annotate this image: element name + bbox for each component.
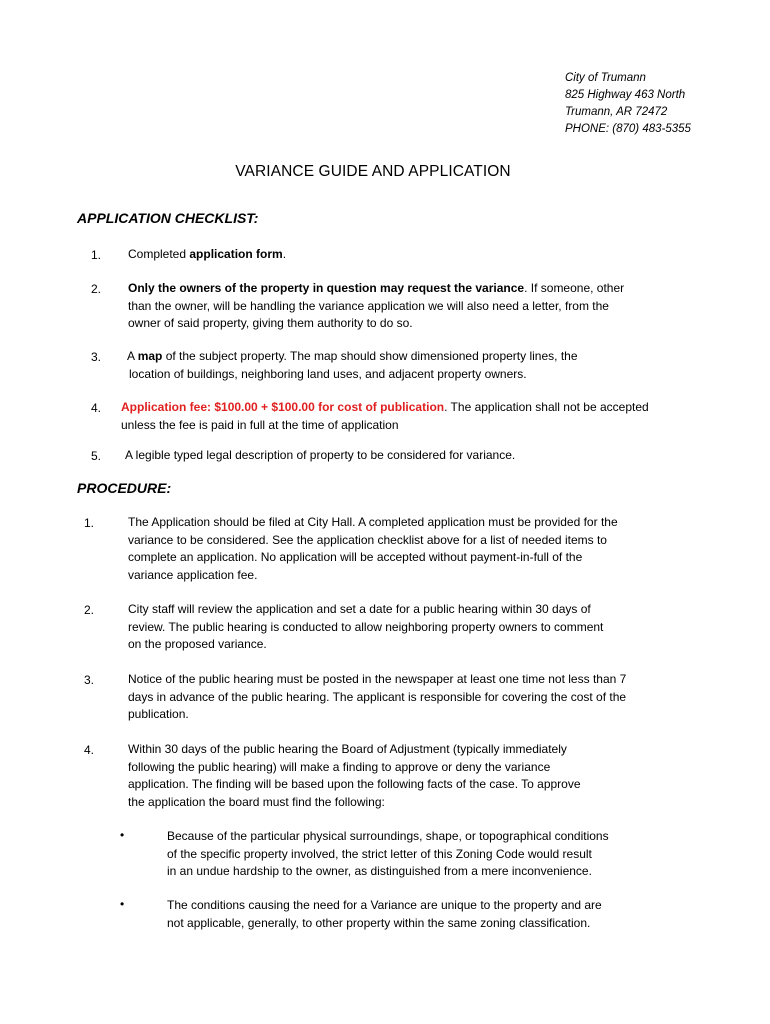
procedure-item-4: Within 30 days of the public hearing the Board of Adjustment (typically immediately following the public hearing) will make a finding to approve or deny the variance application. The finding will be based upon the following facts of the case. To approve the application the board must find the following: — [128, 742, 581, 809]
procedure-item-3: Notice of the public hearing must be posted in the newspaper at least one time not less than 7 days in advance of the public hearing. The applicant is responsible for covering the cost of the publication. — [128, 672, 627, 721]
checklist-item-2: Only the owners of the property in question may request the variance. If someone, other than the owner, will be handling the variance application we will also need a letter, from the owner of said property, giving them authority to do so. — [128, 281, 625, 330]
procedure-number-1: 1. — [84, 516, 95, 530]
procedure-number-4: 4. — [84, 743, 95, 757]
address-phone: PHONE: (870) 483-5355 — [565, 123, 691, 135]
checklist-item-4: Application fee: $100.00 + $100.00 for cost of publication. The application shall not be accepted unless the fee is paid in full at the time of application — [121, 400, 649, 432]
procedure-bullet-1: Because of the particular physical surroundings, shape, or topographical conditions of the specific property involved, the strict letter of this Zoning Code would result in an undue hardship to the owner, as distinguished from a mere inconvenience. — [167, 829, 609, 878]
checklist-number-1: 1. — [91, 248, 102, 262]
bullet-icon: • — [120, 828, 125, 842]
checklist-item-5: A legible typed legal description of property to be considered for variance. — [125, 448, 516, 462]
address-city: City of Trumann — [565, 72, 646, 84]
procedure-item-1: The Application should be filed at City Hall. A completed application must be provided for the variance to be considered. See the application checklist above for a list of needed items to complete an application. No application will be accepted without payment-in-full of the variance application fee. — [128, 515, 618, 582]
checklist-heading: APPLICATION CHECKLIST: — [77, 210, 259, 226]
procedure-bullet-2: The conditions causing the need for a Variance are unique to the property and are not applicable, generally, to other property within the same zoning classification. — [167, 898, 602, 930]
bullet-icon: • — [120, 897, 125, 911]
procedure-item-2: City staff will review the application and set a date for a public hearing within 30 days of review. The public hearing is conducted to allow neighboring property owners to comment on the proposed variance. — [128, 602, 604, 651]
procedure-heading: PROCEDURE: — [77, 480, 172, 496]
address-block — [565, 70, 691, 138]
checklist-number-3: 3. — [91, 350, 102, 364]
checklist-item-1: Completed application form. — [128, 247, 287, 261]
checklist-item-3: A map of the subject property. The map should show dimensioned property lines, the location of buildings, neighboring land uses, and adjacent property owners. — [127, 349, 578, 381]
checklist-number-4: 4. — [91, 401, 102, 415]
address-city-state-zip: Trumann, AR 72472 — [565, 106, 668, 118]
procedure-number-3: 3. — [84, 673, 95, 687]
address-street: 825 Highway 463 North — [565, 89, 686, 101]
procedure-number-2: 2. — [84, 603, 95, 617]
checklist-number-2: 2. — [91, 282, 102, 296]
checklist-number-5: 5. — [91, 449, 102, 463]
page-title: VARIANCE GUIDE AND APPLICATION — [235, 163, 511, 180]
